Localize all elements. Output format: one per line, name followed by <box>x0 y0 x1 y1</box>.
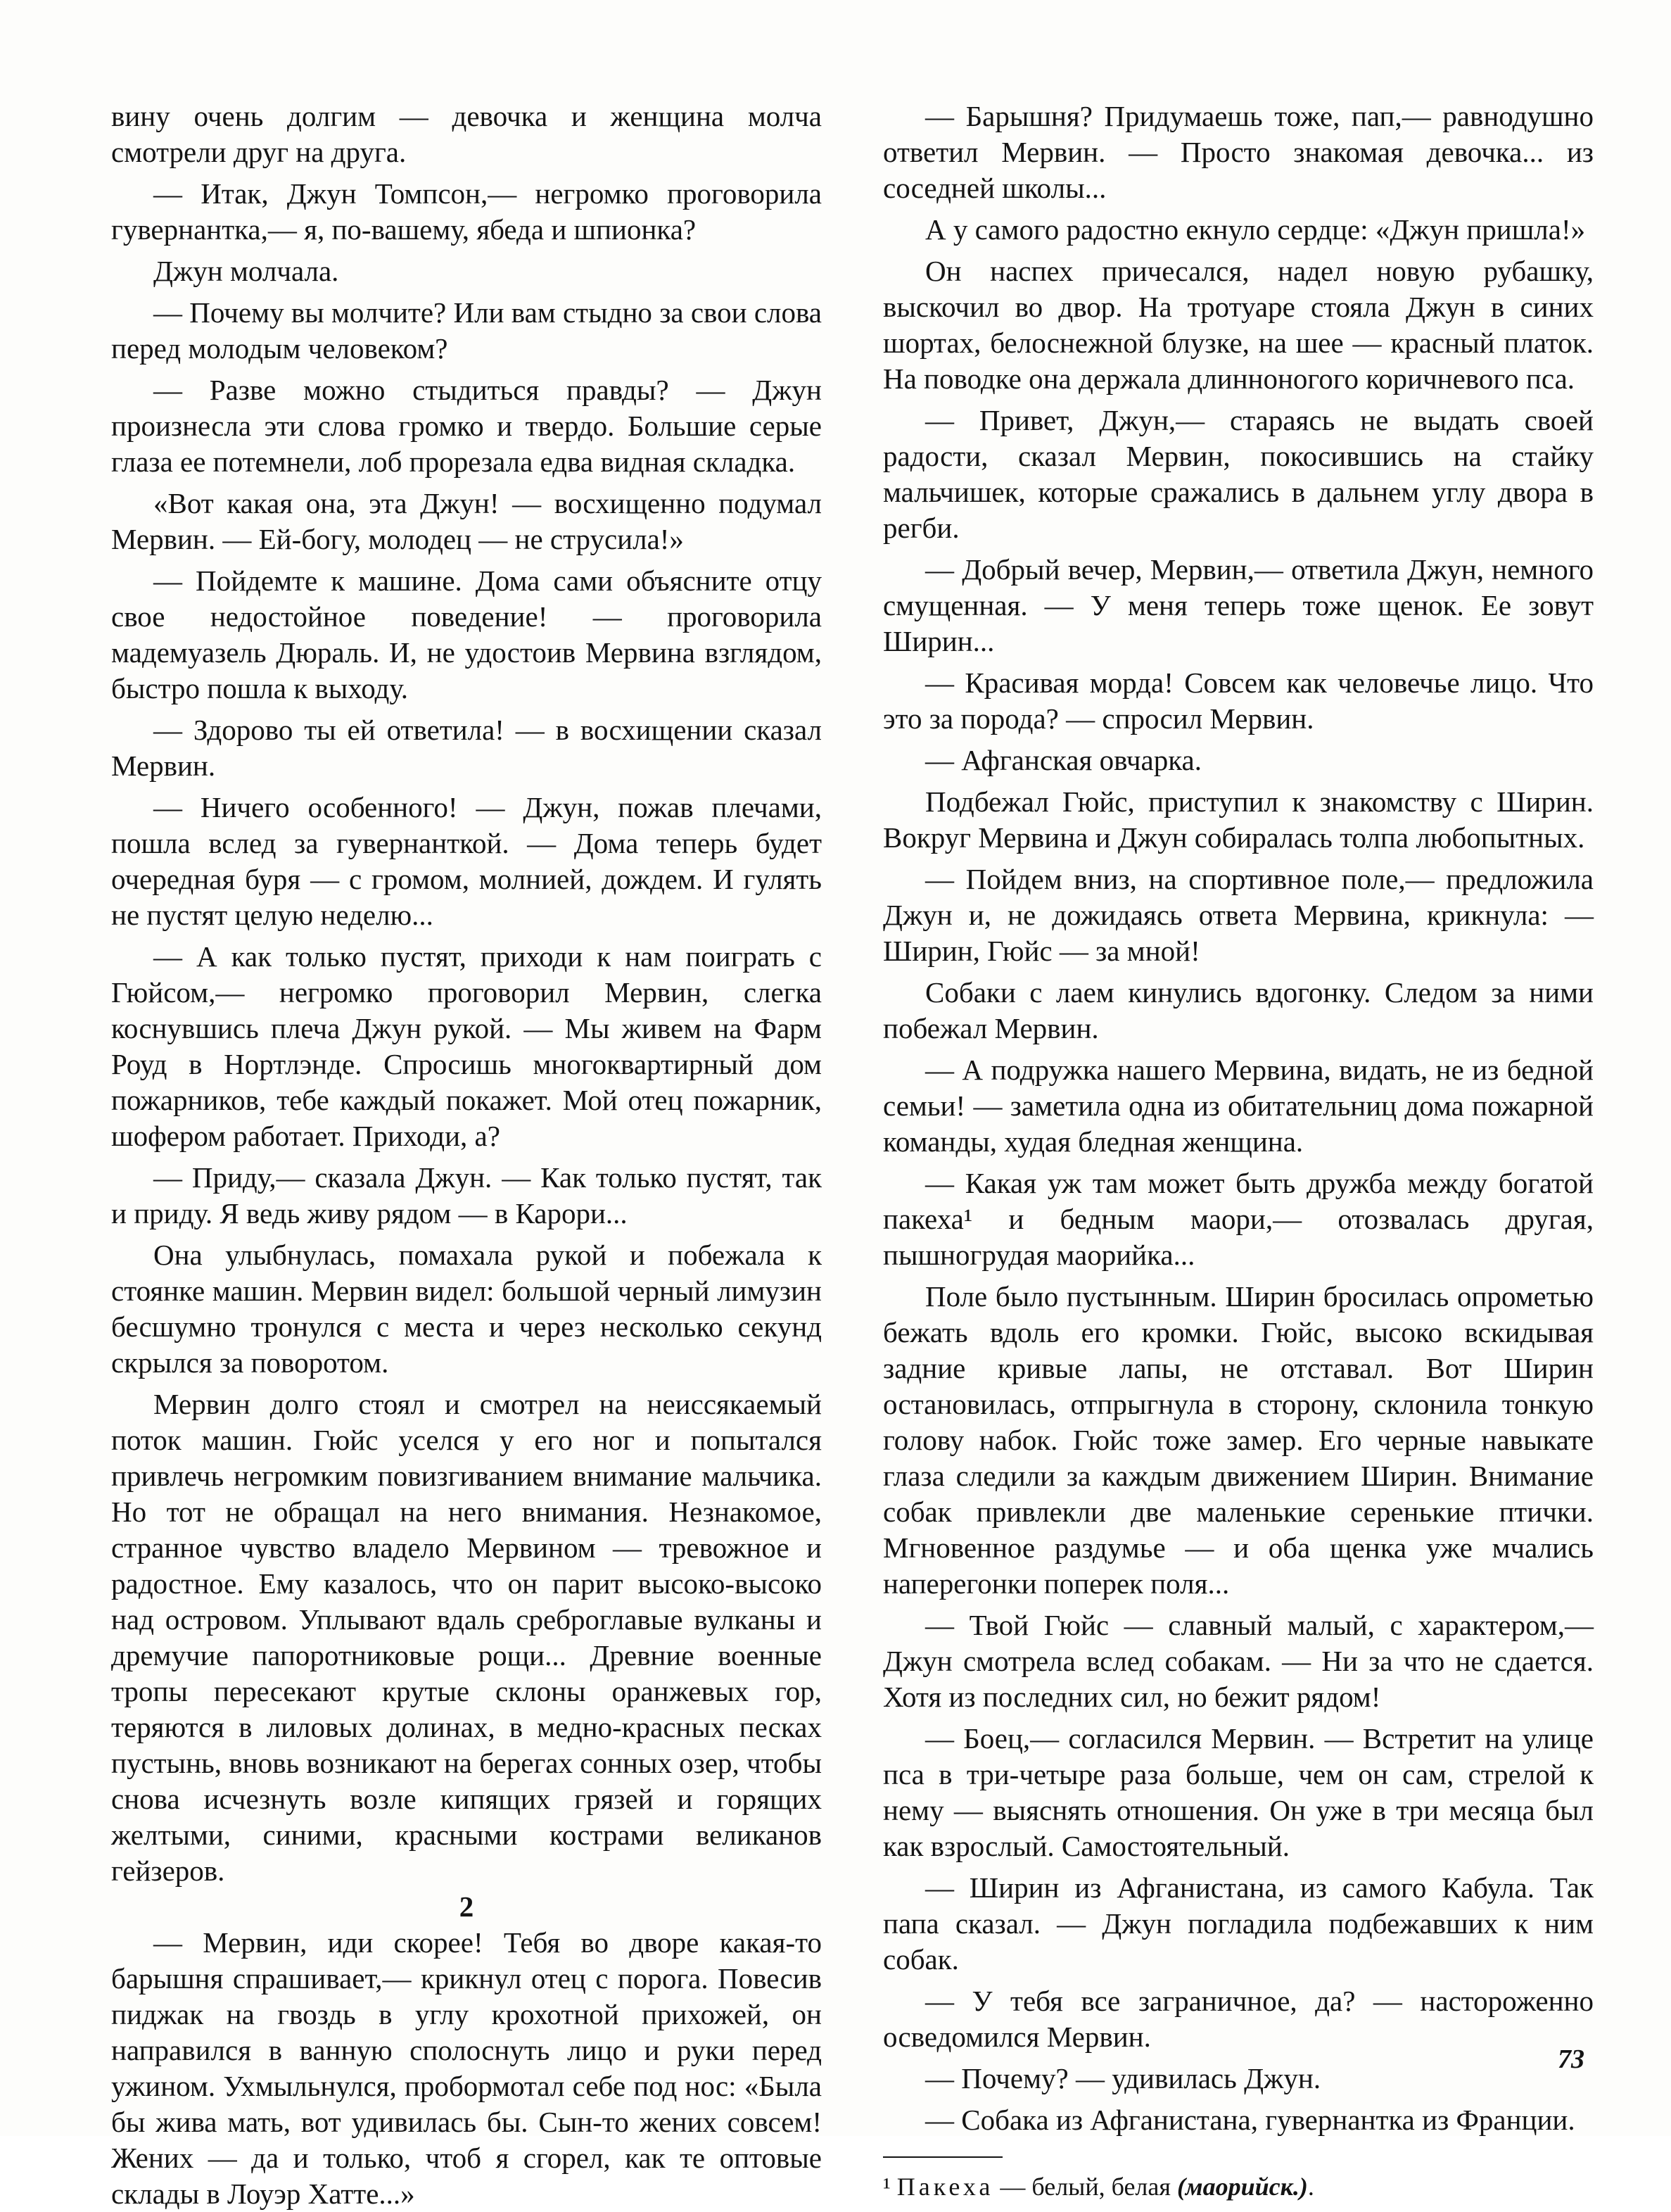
footnote-rule <box>883 2156 1003 2158</box>
paragraph: — Добрый вечер, Мервин,— ответила Джун, немного смущенная. — У меня теперь тоже щенок. Ее зовут Ширин... <box>883 553 1594 657</box>
paragraph: Подбежал Гюйс, приступил к знакомству с Ширин. Вокруг Мервина и Джун собиралась толпа любопытных. <box>883 785 1594 854</box>
paragraph: — Разве можно стыдиться правды? — Джун произнесла эти слова громко и твердо. Большие серые глаза ее потемнели, лоб прорезала едва видная складка. <box>111 374 822 478</box>
paragraph: Мервин долго стоял и смотрел на неиссякаемый поток машин. Гюйс уселся у его ног и попытался привлечь негромким повизгиванием внимание мальчика. Но тот не обращал на него внимания. Незнакомое, странное чувство владело Мервином — тревожное и радостное. Ему казалось, что он парит высоко-высоко над островом. Уплывают вдаль среброглавые вулканы и дремучие папоротниковые рощи... Древние военные тропы пересекают крутые склоны оранжевых гор, теряются в лиловых долинах, в медно-красных песках пустынь, вновь возникают на берегах сонных озер, чтобы снова исчезнуть возле кипящих грязей и горящих желтыми, синими, красными кострами великанов гейзеров. <box>111 1388 822 1887</box>
paragraph: — Ничего особенного! — Джун, пожав плечами, пошла вслед за гувернанткой. — Дома теперь будет очередная буря — с громом, молнией, дождем. И гулять не пустят целую неделю... <box>111 791 822 931</box>
paragraph: — Привет, Джун,— стараясь не выдать своей радости, сказал Мервин, покосившись на стайку мальчишек, которые сражались в дальнем углу двора в регби. <box>883 404 1594 544</box>
paragraph: А у самого радостно екнуло сердце: «Джун пришла!» <box>925 213 1586 246</box>
section-number: 2 <box>459 1890 474 1923</box>
paragraph: — Твой Гюйс — славный малый, с характером,— Джун смотрела вслед собакам. — Ни за что не сдается. Хотя из последних сил, но бежит рядом! <box>883 1609 1594 1713</box>
paragraph: — Собака из Афганистана, гувернантка из Франции. <box>925 2104 1575 2136</box>
paragraph: — Афганская овчарка. <box>925 744 1202 776</box>
paragraph: вину очень долгим — девочка и женщина молча смотрели друг на друга. <box>111 100 822 168</box>
paragraph: — Приду,— сказала Джун. — Как только пустят, так и приду. Я ведь живу рядом — в Карори... <box>111 1161 822 1230</box>
page-number: 73 <box>1558 2044 1584 2074</box>
paragraph: «Вот какая она, эта Джун! — восхищенно подумал Мервин. — Ей-богу, молодец — не струсила!» <box>111 487 822 555</box>
paragraph: Он наспех причесался, надел новую рубашку, выскочил во двор. На тротуаре стояла Джун в синих шортах, белоснежной блузке, на шее — красный платок. На поводке она держала длинноногого коричневого пса. <box>883 255 1594 395</box>
footnote-marker: ¹ <box>883 2173 891 2201</box>
footnote <box>883 2170 1594 2203</box>
paragraph: — Здорово ты ей ответила! — в восхищении сказал Мервин. <box>111 714 822 782</box>
paragraph: — Итак, Джун Томпсон,— негромко проговорила гувернантка,— я, по-вашему, ябеда и шпионка? <box>111 177 822 246</box>
paragraph: — Какая уж там может быть дружба между богатой пакеха¹ и бедным маори,— отозвалась другая, пышногрудая маорийка... <box>883 1167 1594 1271</box>
paragraph: — Барышня? Придумаешь тоже, пап,— равнодушно ответил Мервин. — Просто знакомая девочка... из соседней школы... <box>883 100 1594 204</box>
footnote-source: (маорийск.) <box>1176 2173 1308 2201</box>
paragraph: — А подружка нашего Мервина, видать, не из бедной семьи! — заметила одна из обитательниц дома пожарной команды, худая бледная женщина. <box>883 1054 1594 1158</box>
paragraph: — Почему вы молчите? Или вам стыдно за свои слова перед молодым человеком? <box>111 296 822 365</box>
paragraph: — Почему? — удивилась Джун. <box>925 2062 1321 2094</box>
paragraph: — Пойдем вниз, на спортивное поле,— предложила Джун и, не дожидаясь ответа Мервина, крикнула: — Ширин, Гюйс — за мной! <box>883 863 1594 967</box>
paragraph: — Ширин из Афганистана, из самого Кабула. Так папа сказал. — Джун погладила подбежавших к ним собак. <box>883 1871 1594 1976</box>
paragraph: Собаки с лаем кинулись вдогонку. Следом за ними побежал Мервин. <box>883 976 1594 1044</box>
paragraph: Она улыбнулась, помахала рукой и побежала к стоянке машин. Мервин видел: большой черный лимузин бесшумно тронулся с места и через несколько секунд скрылся за поворотом. <box>111 1239 822 1379</box>
paragraph: Поле было пустынным. Ширин бросилась опрометью бежать вдоль его кромки. Гюйс, высоко вскидывая задние кривые лапы, не отставал. Вот Ширин остановилась, отпрыгнула в сторону, склонила тонкую голову набок. Гюйс тоже замер. Его черные навыкате глаза следили за каждым движением Ширин. Внимание собак привлекли две маленькие серенькие птички. Мгновенное раздумье — и оба щенка уже мчались наперегонки поперек поля... <box>883 1280 1594 1600</box>
paragraph: Джун молчала. <box>153 255 339 287</box>
paragraph: — Пойдемте к машине. Дома сами объясните отцу свое недостойное поведение! — проговорила мадемуазель Дюраль. И, не удостоив Мервина взглядом, быстро пошла к выходу. <box>111 564 822 704</box>
paragraph: — У тебя все заграничное, да? — настороженно осведомился Мервин. <box>883 1985 1594 2053</box>
footnote-term: Пакеха <box>896 2173 994 2201</box>
footnote-end: . <box>1307 2173 1314 2201</box>
left-column <box>111 99 822 2212</box>
right-column <box>883 99 1594 2203</box>
paragraph: — Красивая морда! Совсем как человечье лицо. Что это за порода? — спросил Мервин. <box>883 666 1594 735</box>
paragraph: — Мервин, иди скорее! Тебя во дворе какая-то барышня спрашивает,— крикнул отец с порога. Повесив пиджак на гвоздь в углу крохотной прихожей, он направился в ванную сполоснуть лицо и руки перед ужином. Ухмыльнулся, пробормотал себе под нос: «Была бы жива мать, вот удивилась бы. Сын-то жених совсем! Жених — да и только, чтоб я сгорел, как те оптовые склады в Лоуэр Хатте...» <box>111 1926 822 2210</box>
paragraph: — А как только пустят, приходи к нам поиграть с Гюйсом,— негромко проговорил Мервин, слегка коснувшись плеча Джун рукой. — Мы живем на Фарм Роуд в Нортлэнде. Спросишь многоквартирный дом пожарников, тебе каждый покажет. Мой отец пожарник, шофером работает. Приходи, а? <box>111 940 822 1152</box>
paragraph: — Боец,— согласился Мервин. — Встретит на улице пса в три-четыре раза больше, чем он сам, стрелой к нему — выяснять отношения. Он уже в три месяца был как взрослый. Самостоятельный. <box>883 1722 1594 1862</box>
footnote-definition: — белый, белая <box>993 2173 1177 2201</box>
